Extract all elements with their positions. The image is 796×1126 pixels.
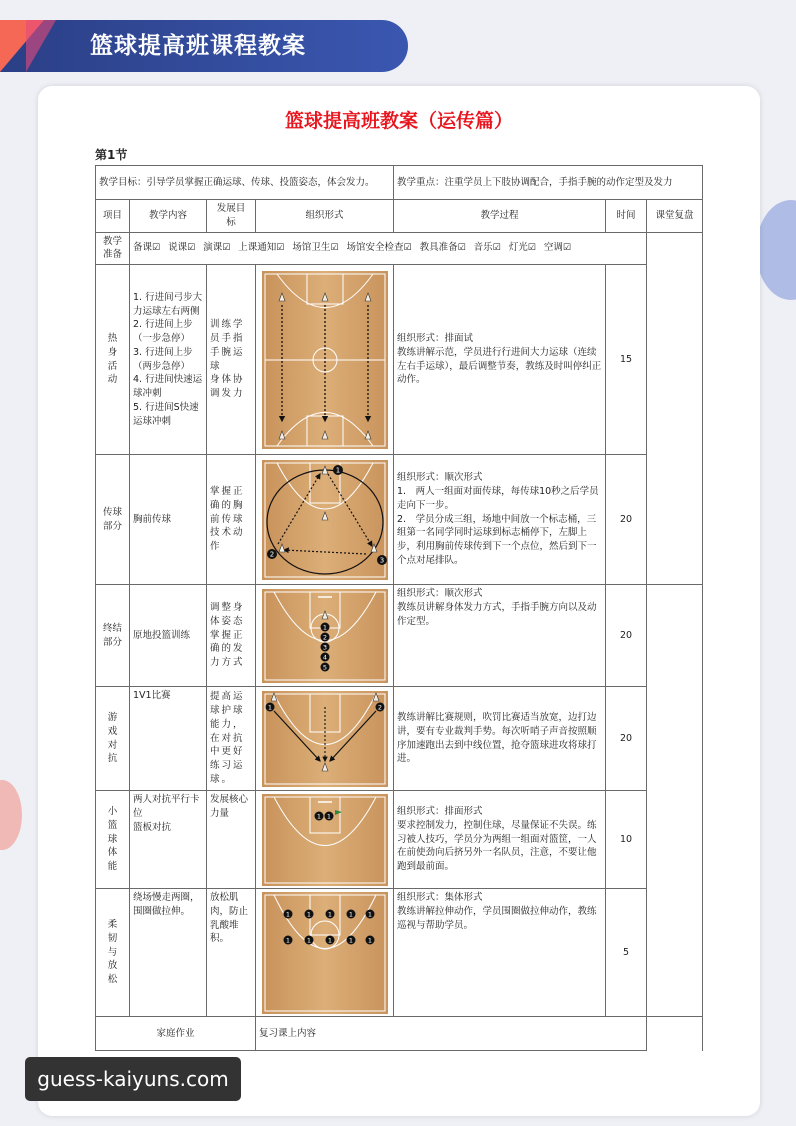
banner-decor-triangle-2 — [26, 20, 56, 72]
content-line: 5. 行进间S快速运球冲刺 — [133, 401, 199, 427]
header-row — [96, 200, 703, 233]
decor-circle-right — [756, 200, 796, 300]
prep-checklist-item — [420, 241, 466, 255]
row-content — [130, 791, 207, 889]
svg-text:3: 3 — [379, 556, 384, 565]
content-line: 3. 行进间上步（两步急停） — [133, 346, 193, 372]
prep-item-label: 教具准备 — [419, 242, 458, 254]
prep-label-line: 教学 — [102, 235, 122, 247]
row-diagram — [256, 585, 394, 687]
row-goal — [207, 791, 256, 889]
lesson-plan-card — [38, 86, 760, 1116]
goal-line: 掌握正确的胸前传球技术动作 — [210, 486, 245, 553]
process-line: 组织形式：集体形式 — [397, 892, 483, 904]
item-char: 能 — [107, 861, 118, 873]
homework-row — [96, 1017, 703, 1051]
prep-label-line: 准备 — [102, 249, 122, 261]
svg-text:1: 1 — [367, 936, 372, 945]
goal-line: 提高运球护球能力，在对抗中更好练习运球。 — [210, 691, 245, 785]
svg-text:1: 1 — [327, 936, 332, 945]
row-process — [394, 889, 606, 1017]
row-goal — [207, 687, 256, 791]
content-line: 1V1比赛 — [133, 690, 171, 702]
prep-item-label: 灯光 — [508, 242, 528, 254]
finishing-row — [96, 585, 703, 687]
item-char: 部分 — [102, 520, 122, 532]
item-char: 韧 — [107, 932, 118, 944]
process-line: 教练讲解示范，学员进行行进间大力运球（连续左右手运球），最后调整节奏，教练及时叫停纠正动作。 — [397, 346, 602, 386]
header-item: 项目 — [96, 200, 130, 233]
svg-text:2: 2 — [269, 550, 274, 559]
svg-text:2: 2 — [377, 703, 382, 712]
lesson-table — [95, 165, 703, 1051]
item-char: 对 — [107, 739, 118, 751]
homework-label: 家庭作业 — [96, 1017, 256, 1051]
header-form: 组织形式 — [256, 200, 394, 233]
goal-line: 放松肌肉，防止乳酸堆积。 — [210, 892, 249, 945]
row-process — [394, 687, 606, 791]
teaching-objective: 教学目标：引导学员掌握正确运球、传球、投篮姿态，体会发力。 — [96, 166, 394, 200]
header-goal-line: 标 — [226, 216, 236, 228]
process-line: 教练讲解比赛规则，吹罚比赛适当放宽，边打边讲，要有专业裁判手势。每次听哨子声音按照顺序加速跑出去到中线位置，抢夺篮球进攻将球打进。 — [397, 712, 597, 765]
prep-checklist-item — [544, 241, 571, 255]
prep-checklist-item — [509, 241, 536, 255]
warmup-row — [96, 265, 703, 455]
header-goal-line: 发展目 — [216, 203, 246, 214]
header-process: 教学过程 — [394, 200, 606, 233]
document-title: 篮球提高班教案（运传篇） — [284, 110, 513, 132]
row-diagram — [256, 791, 394, 889]
row-item — [96, 889, 130, 1017]
svg-text:1: 1 — [367, 910, 372, 919]
header-review: 课堂复盘 — [647, 200, 703, 233]
item-char: 活 — [107, 360, 118, 372]
prep-row — [96, 232, 703, 265]
svg-text:1: 1 — [348, 910, 353, 919]
row-time: 20 — [606, 455, 647, 585]
row-content — [130, 585, 207, 687]
item-char: 游 — [107, 712, 118, 724]
item-char: 体 — [107, 847, 118, 859]
passing-row — [96, 455, 703, 585]
item-char: 放 — [107, 960, 118, 972]
item-char: 热 — [107, 333, 118, 345]
teaching-key-point: 教学重点：注重学员上下肢协调配合，手指手腕的动作定型及发力 — [394, 166, 703, 200]
item-char: 终结 — [102, 622, 122, 634]
row-content — [130, 455, 207, 585]
svg-text:1: 1 — [306, 910, 311, 919]
court-diagram-stretching — [262, 892, 388, 1014]
process-line: 2. 学员分成三组，场地中间放一个标志桶，三组第一名同学同时运球到标志桶停下，左脚上步，利用胸前传球传到下一个点位，然后到下一个点对尾排队。 — [397, 513, 597, 566]
court-diagram-game — [262, 691, 388, 787]
row-process — [394, 455, 606, 585]
process-line: 教练员讲解身体发力方式，手指手腕方向以及动作定型。 — [397, 601, 597, 627]
row-process — [394, 585, 606, 687]
prep-item-label: 空调 — [543, 242, 563, 254]
item-char: 篮 — [107, 819, 118, 831]
content-line: 胸前传球 — [133, 513, 172, 525]
checked-box-icon: ☑ — [222, 243, 231, 254]
process-line: 组织形式：顺次形式 — [397, 472, 483, 484]
goal-line: 身体协调发力 — [210, 374, 245, 400]
row-time: 5 — [606, 889, 647, 1017]
row-goal — [207, 585, 256, 687]
process-line: 组织形式：排面形式 — [397, 806, 483, 818]
content-line: 2. 行进间上步（一步急停） — [133, 319, 193, 345]
row-diagram — [256, 889, 394, 1017]
item-char: 小 — [107, 806, 118, 818]
row-time: 10 — [606, 791, 647, 889]
row-item — [96, 585, 130, 687]
row-content — [130, 687, 207, 791]
conditioning-row — [96, 791, 703, 889]
court-diagram-shooting — [262, 589, 388, 683]
row-goal — [207, 265, 256, 455]
svg-text:1: 1 — [267, 703, 272, 712]
svg-text:4: 4 — [322, 653, 327, 662]
prep-checklist-item — [238, 241, 284, 255]
prep-checklist-item — [346, 241, 411, 255]
prep-checklist-item — [203, 241, 230, 255]
header-content: 教学内容 — [130, 200, 207, 233]
banner-title: 篮球提高班课程教案 — [90, 33, 306, 59]
prep-item-label: 备课 — [133, 242, 153, 254]
svg-text:1: 1 — [316, 812, 321, 821]
game-row — [96, 687, 703, 791]
checked-box-icon: ☑ — [457, 243, 466, 254]
svg-text:1: 1 — [327, 910, 332, 919]
row-time: 20 — [606, 585, 647, 687]
content-line: 篮板对抗 — [133, 821, 172, 833]
goal-line: 训练学员手指手腕运球 — [210, 319, 245, 372]
prep-checklist-item — [292, 241, 338, 255]
checked-box-icon: ☑ — [562, 243, 571, 254]
checked-box-icon: ☑ — [187, 243, 196, 254]
checked-box-icon: ☑ — [152, 243, 161, 254]
prep-label — [96, 232, 130, 265]
row-diagram — [256, 455, 394, 585]
prep-checklist — [130, 232, 647, 265]
item-char: 球 — [107, 833, 118, 845]
header-goal — [207, 200, 256, 233]
svg-text:1: 1 — [285, 910, 290, 919]
header-banner — [0, 20, 408, 72]
row-time: 15 — [606, 265, 647, 455]
court-diagram-warmup — [262, 271, 388, 449]
process-line: 教练讲解拉伸动作，学员围圈做拉伸动作，教练巡视与帮助学员。 — [397, 905, 597, 931]
process-line: 组织形式：排面试 — [397, 333, 474, 345]
content-line: 绕场慢走两圈，围圈做拉伸。 — [133, 892, 200, 917]
prep-item-label: 音乐 — [473, 242, 493, 254]
svg-text:3: 3 — [322, 643, 327, 652]
svg-text:1: 1 — [326, 812, 331, 821]
svg-text:1: 1 — [322, 623, 327, 632]
row-goal — [207, 455, 256, 585]
content-line: 原地投篮训练 — [133, 629, 191, 641]
checked-box-icon: ☑ — [527, 243, 536, 254]
prep-checklist-item — [133, 241, 160, 255]
flexibility-row — [96, 889, 703, 1017]
prep-item-label: 场馆卫生 — [292, 242, 331, 254]
row-item — [96, 455, 130, 585]
content-line: 4. 行进间快速运球冲刺 — [133, 374, 203, 400]
process-line: 组织形式：顺次形式 — [397, 588, 483, 600]
content-line: 1. 行进间弓步大力运球左右两侧 — [133, 291, 203, 317]
decor-circle-left — [0, 780, 22, 850]
process-line: 1. 两人一组面对面传球，每传球10秒之后学员走向下一步。 — [397, 486, 599, 511]
court-diagram-passing — [262, 460, 388, 580]
svg-text:1: 1 — [285, 936, 290, 945]
svg-text:1: 1 — [348, 936, 353, 945]
prep-item-label: 场馆安全检查 — [346, 242, 404, 254]
homework-content: 复习课上内容 — [256, 1017, 647, 1051]
row-time: 20 — [606, 687, 647, 791]
item-char: 松 — [107, 974, 118, 986]
item-char: 动 — [107, 374, 118, 386]
watermark-badge: guess-kaiyuns.com — [25, 1057, 241, 1101]
item-char: 传球 — [102, 506, 122, 518]
court-diagram-conditioning — [262, 794, 388, 886]
svg-text:1: 1 — [306, 936, 311, 945]
prep-item-label: 上课通知 — [238, 242, 277, 254]
row-content — [130, 889, 207, 1017]
item-char: 部分 — [102, 636, 122, 648]
row-diagram — [256, 265, 394, 455]
prep-item-label: 说课 — [168, 242, 188, 254]
goal-line: 调整身体姿态掌握正确的发力方式 — [210, 602, 245, 669]
checked-box-icon: ☑ — [276, 243, 285, 254]
row-process — [394, 791, 606, 889]
checked-box-icon: ☑ — [330, 243, 339, 254]
checked-box-icon: ☑ — [492, 243, 501, 254]
row-diagram — [256, 687, 394, 791]
player-marker-icon — [320, 622, 329, 671]
goal-line: 发展核心力量 — [210, 794, 249, 819]
row-process — [394, 265, 606, 455]
prep-checklist-item — [168, 241, 195, 255]
svg-text:5: 5 — [322, 663, 327, 672]
prep-item-label: 演课 — [203, 242, 223, 254]
row-item — [96, 265, 130, 455]
prep-checklist-item — [474, 241, 501, 255]
item-char: 柔 — [107, 919, 118, 931]
svg-text:2: 2 — [322, 633, 327, 642]
content-line: 两人对抗平行卡位 — [133, 794, 200, 819]
item-char: 身 — [107, 346, 118, 358]
row-item — [96, 687, 130, 791]
review-cell — [647, 585, 703, 1017]
row-content — [130, 265, 207, 455]
header-time: 时间 — [606, 200, 647, 233]
section-label: 第1节 — [95, 148, 128, 162]
item-char: 戏 — [107, 725, 118, 737]
item-char: 与 — [107, 946, 118, 958]
goals-row — [96, 166, 703, 200]
row-goal — [207, 889, 256, 1017]
row-item — [96, 791, 130, 889]
svg-text:1: 1 — [335, 466, 340, 475]
checked-box-icon: ☑ — [403, 243, 412, 254]
process-line: 要求控制发力，控制住球，尽量保证不失误。练习被人技巧，学员分为两组一组面对篮筐，一人在前使劲向后挤另外一名队员，注意，不要让他跑到最前面。 — [397, 819, 597, 873]
item-char: 抗 — [107, 753, 118, 765]
review-cell — [647, 232, 703, 585]
